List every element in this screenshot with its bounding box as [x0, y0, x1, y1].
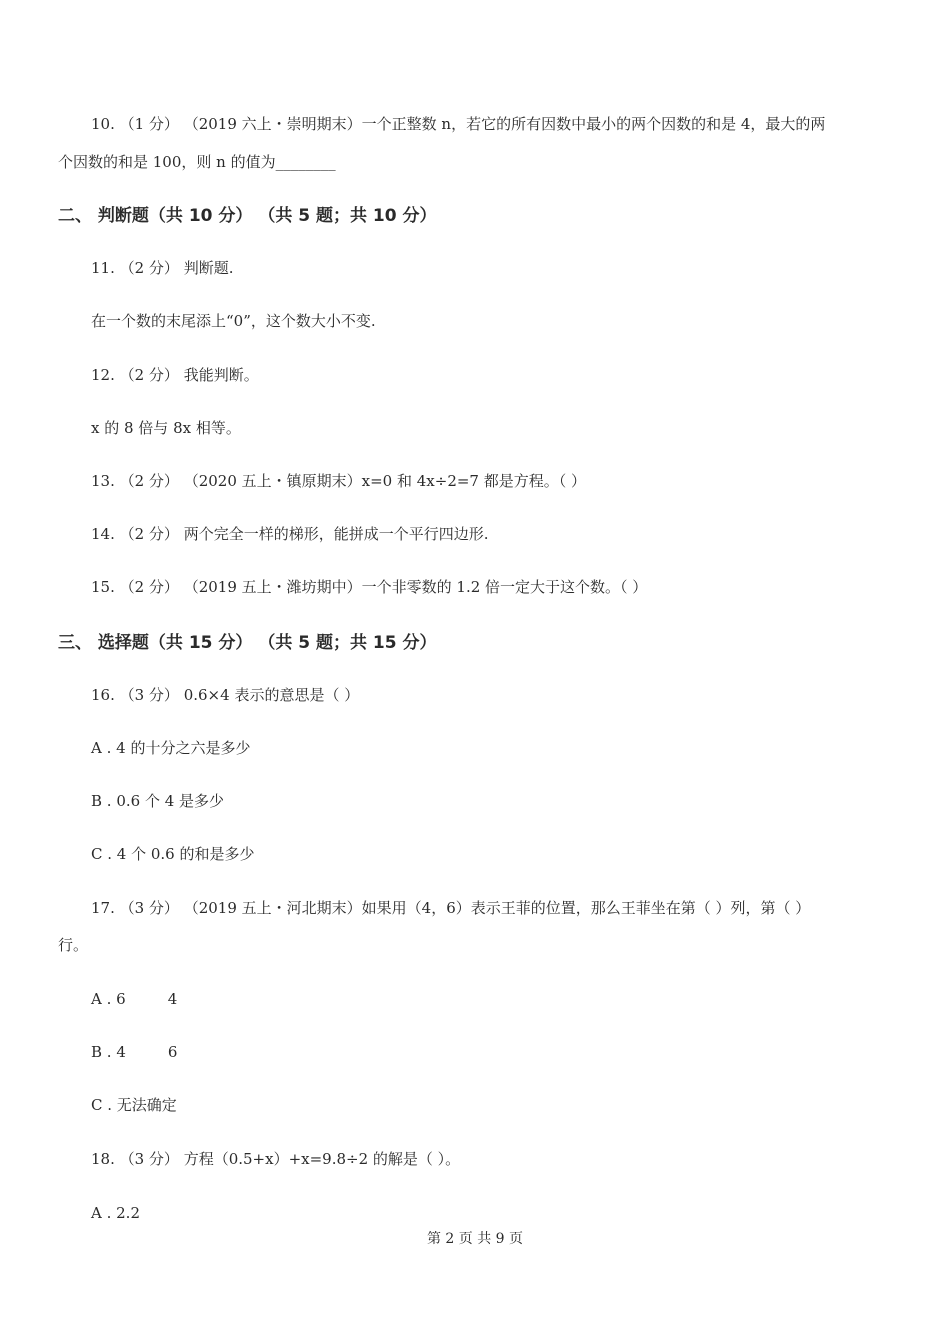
- q17-line-2: 行。: [58, 936, 89, 954]
- q16-option-c[interactable]: C . 4 个 0.6 的和是多少: [91, 845, 255, 863]
- q12-stem: 12. （2 分） 我能判断。: [91, 366, 259, 384]
- q11-body: 在一个数的末尾添上“0”，这个数大小不变.: [91, 312, 376, 330]
- section-2-heading: 二、 判断题（共 10 分） （共 5 题；共 10 分）: [58, 206, 437, 226]
- q17-option-a[interactable]: [91, 989, 177, 1009]
- q10-line-2: 个因数的和是 100，则 n 的值为________: [58, 153, 336, 171]
- section-3-heading: 三、 选择题（共 15 分） （共 5 题；共 15 分）: [58, 633, 437, 653]
- q16-stem: 16. （3 分） 0.6×4 表示的意思是（ ）: [91, 686, 360, 704]
- page-footer: 第 2 页 共 9 页: [426, 1231, 524, 1247]
- q17-option-c[interactable]: C . 无法确定: [91, 1096, 177, 1114]
- q17-option-b[interactable]: [91, 1042, 177, 1062]
- question-13: 13. （2 分） （2020 五上・镇原期末）x=0 和 4x÷2=7 都是方程。（ ）: [91, 472, 587, 490]
- q16-option-b[interactable]: B . 0.6 个 4 是多少: [91, 792, 225, 810]
- q17-option-b-label: B . 4: [91, 1043, 126, 1061]
- q16-option-a[interactable]: A . 4 的十分之六是多少: [91, 739, 251, 757]
- question-15: 15. （2 分） （2019 五上・潍坊期中）一个非零数的 1.2 倍一定大于这个数。（ ）: [91, 578, 648, 596]
- q17-option-b-value: 6: [167, 1043, 178, 1061]
- q18-option-a[interactable]: A . 2.2: [91, 1204, 140, 1222]
- q18-stem: 18. （3 分） 方程（0.5+x）+x=9.8÷2 的解是（ ）。: [91, 1150, 461, 1168]
- question-14: 14. （2 分） 两个完全一样的梯形，能拼成一个平行四边形.: [91, 525, 489, 543]
- q17-option-a-value: 4: [167, 990, 178, 1008]
- q17-option-a-label: A . 6: [91, 990, 126, 1008]
- q10-line-1: 10. （1 分） （2019 六上・崇明期末）一个正整数 n，若它的所有因数中最小的两个因数的和是 4，最大的两: [91, 115, 826, 133]
- q11-stem: 11. （2 分） 判断题.: [91, 259, 234, 277]
- q12-body: x 的 8 倍与 8x 相等。: [91, 419, 241, 437]
- q17-line-1: 17. （3 分） （2019 五上・河北期末）如果用（4，6）表示王菲的位置，那么王菲坐在第（ ）列，第（ ）: [91, 899, 811, 917]
